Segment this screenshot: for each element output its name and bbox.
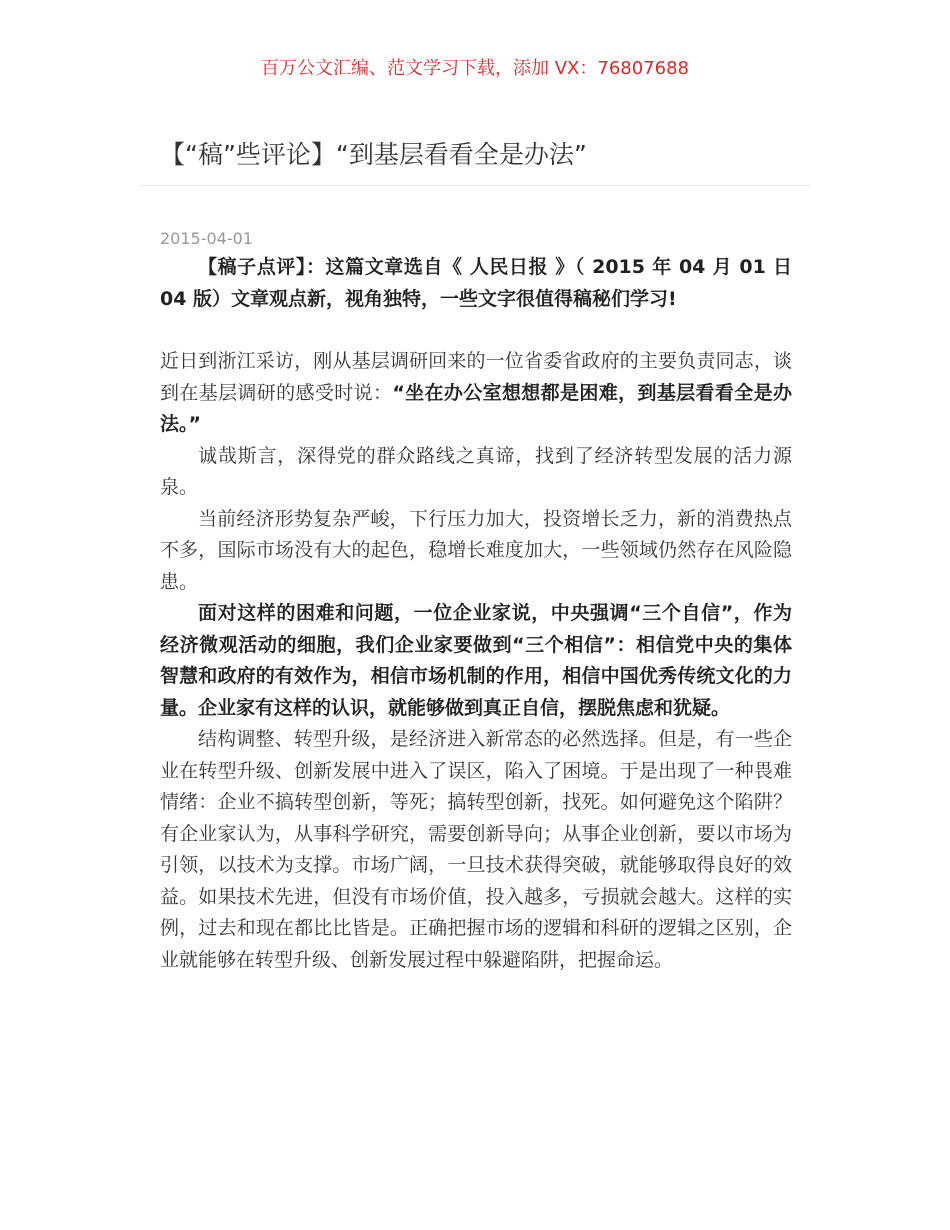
paragraph-4: 面对这样的困难和问题，一位企业家说，中央强调“三个自信”，作为经济微观活动的细胞，我们企业家要做到“三个相信”：相信党中央的集体智慧和政府的有效作为，相信市场机制的作用，相信中国优秀传统文化的力量。企业家有这样的认识，就能够做到真正自信，摆脱焦虑和犹疑。 [160, 602, 792, 719]
paragraph-3: 当前经济形势复杂严峻，下行压力加大，投资增长乏力，新的消费热点不多，国际市场没有大的起色，稳增长难度加大，一些领域仍然存在风险隐患。 [160, 507, 792, 593]
paragraph-2: 诚哉斯言，深得党的群众路线之真谛，找到了经济转型发展的活力源泉。 [160, 444, 792, 498]
title-divider [140, 185, 810, 186]
paragraph-1-quote: “坐在办公室想想都是困难，到基层看看全是办法。” [160, 381, 792, 435]
paragraph-gap [160, 315, 792, 346]
watermark-banner: 百万公文汇编、范文学习下载，添加 VX：76807688 [261, 58, 689, 79]
article-body [160, 252, 792, 976]
article-title: 【“稿”些评论】“到基层看看全是办法” [160, 140, 587, 169]
editor-review: 【稿子点评】：这篇文章选自《 人民日报 》（ 2015 年 04 月 01 日 04 版）文章观点新，视角独特，一些文字很值得稿秘们学习! [160, 256, 792, 310]
paragraph-1 [160, 346, 792, 441]
paragraph-1-text: 近日到浙江采访，刚从基层调研回来的一位省委省政府的主要负责同志，谈到在基层调研的感受时说： [160, 350, 792, 404]
publish-date: 2015-04-01 [160, 229, 253, 248]
paragraph-5: 结构调整、转型升级，是经济进入新常态的必然选择。但是，有一些企业在转型升级、创新发展中进入了误区，陷入了困境。于是出现了一种畏难情绪：企业不搞转型创新，等死；搞转型创新，找死。如何避免这个陷阱？有企业家认为，从事科学研究，需要创新导向；从事企业创新，要以市场为引领，以技术为支撑。市场广阔，一旦技术获得突破，就能够取得良好的效益。如果技术先进，但没有市场价值，投入越多，亏损就会越大。这样的实例，过去和现在都比比皆是。正确把握市场的逻辑和科研的逻辑之区别，企业就能够在转型升级、创新发展过程中躲避陷阱，把握命运。 [160, 728, 792, 971]
